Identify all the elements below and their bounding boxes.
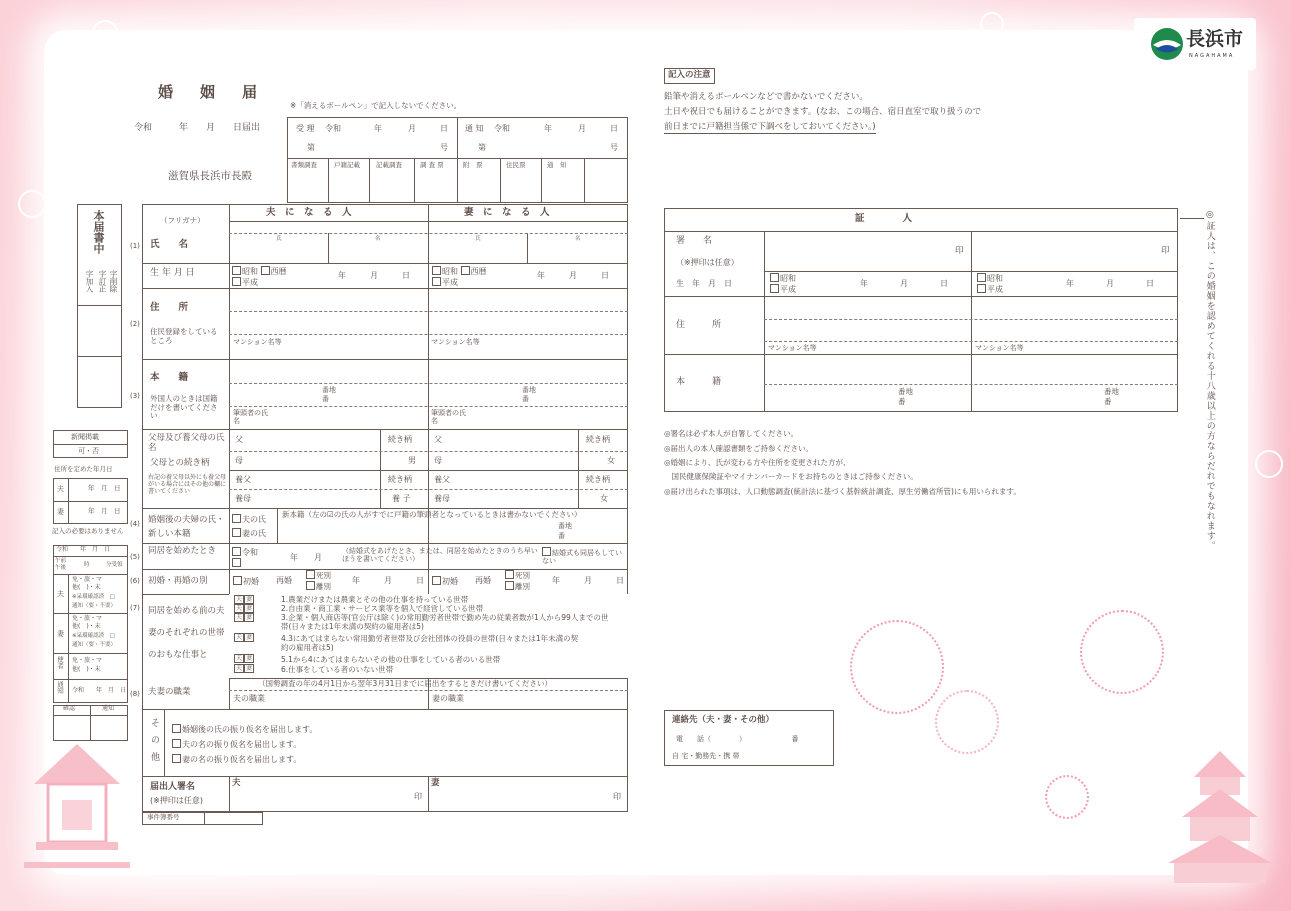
- shi-h: 氏: [276, 236, 282, 242]
- receipt-day: 日: [440, 124, 448, 133]
- side-h: 夫: [57, 590, 64, 598]
- side-note: 免・旅・マ: [72, 576, 103, 583]
- work-check: 夫 妻: [236, 605, 253, 612]
- work-check: 夫 妻: [236, 665, 253, 672]
- work-check: 夫 妻: [236, 596, 253, 603]
- notice-gou: 号: [610, 143, 618, 152]
- cohabit-era: 令和: [232, 547, 258, 557]
- witness-honseki: 本 籍: [676, 377, 722, 387]
- arrow-line: [1180, 218, 1204, 219]
- wife-head: 妻 に な る 人: [464, 207, 550, 218]
- witness-mansion2: マンション名等: [975, 344, 1024, 352]
- parents-label: 父母及び養父母の氏名: [148, 433, 225, 453]
- job-w: 妻の職業: [432, 694, 464, 703]
- zoku-w2: 続き柄: [586, 475, 610, 484]
- receipt-label: 受 理: [296, 124, 315, 133]
- shrine-illustration: [20, 740, 135, 890]
- num: (8): [130, 690, 140, 698]
- num: (5): [130, 553, 140, 561]
- notice-dai: 第: [478, 143, 486, 152]
- furigana-label: （フリガナ）: [160, 216, 205, 225]
- seal-w: 印: [613, 792, 621, 801]
- witness-seal1: 印: [955, 246, 964, 256]
- work-item: 6.仕事をしている者のいない世帯: [281, 665, 394, 674]
- notice-month: 月: [578, 124, 586, 133]
- cohabit-ym: 年 月: [290, 553, 322, 562]
- side-am: 午前: [55, 558, 67, 564]
- logo-sub: NAGAHAMA: [1189, 53, 1235, 59]
- birth-era-h: 昭和 西暦: [232, 266, 287, 276]
- num: (1): [130, 242, 140, 250]
- signer-w: 妻: [431, 778, 440, 788]
- contact-tel: 電 話（ ） 番: [676, 735, 799, 743]
- parents-note: 右記の養父母以外にも養父母がいる場合にはその他の欄に書いてください: [148, 474, 227, 495]
- work-check: 夫 妻: [236, 614, 253, 621]
- side-shisha: 使者: [56, 656, 64, 669]
- change-label: 字加入: [85, 270, 94, 293]
- onna: 女: [607, 456, 615, 465]
- birth-ymd-h: 年 月 日: [338, 271, 410, 280]
- witness-ban2: 番: [1104, 397, 1112, 406]
- marriage-ymd-h: 年 月 日: [352, 576, 424, 585]
- office-cell: 附 票: [463, 161, 483, 169]
- side-note: 通知（要・不要）: [72, 603, 117, 609]
- side-note: 免・旅・マ: [72, 615, 103, 622]
- other-item[interactable]: 夫の名の振り仮名を届出します。: [172, 739, 301, 749]
- logo-name: 長浜市: [1186, 28, 1244, 50]
- zoku-h: 続き柄: [388, 435, 412, 444]
- office-cell: 戸籍記載: [334, 161, 360, 169]
- death-h[interactable]: 死別: [306, 570, 331, 581]
- receipt-reiwa: 令和: [325, 124, 341, 133]
- witness-era1b: 平成: [770, 284, 796, 294]
- address-label: 住 所: [150, 302, 189, 313]
- witness-sign-note: （※押印は任意）: [676, 258, 739, 267]
- side-reiwa: 令和 年 月 日: [56, 546, 111, 553]
- mother-w: 母: [434, 456, 442, 465]
- other-item[interactable]: 妻の名の振り仮名を届出します。: [172, 754, 301, 764]
- num: (6): [130, 577, 140, 585]
- first-marriage-w[interactable]: 初婚: [432, 576, 458, 586]
- yobo-h: 養母: [235, 494, 251, 503]
- side-kakunin: 確認: [63, 705, 76, 712]
- husband-head: 夫 に な る 人: [266, 207, 352, 218]
- new-ban: 番: [558, 532, 565, 540]
- father-h: 父: [235, 435, 243, 444]
- newspaper-kahi: 可・否: [78, 447, 99, 455]
- addr-w-date: 年 月 日: [88, 507, 121, 515]
- surname-wife-checkbox[interactable]: 妻の氏: [232, 528, 266, 538]
- office-cell: 調 査 票: [420, 161, 444, 169]
- signer-note: (※押印は任意): [150, 796, 203, 805]
- banchi-h: 番地: [322, 386, 336, 394]
- witness-banchi1: 番地: [898, 387, 913, 396]
- signer-h: 夫: [232, 778, 241, 788]
- marriage-ymd-w: 年 月 日: [552, 576, 624, 585]
- onna2: 女: [600, 494, 608, 503]
- witness-era2: 昭和: [977, 273, 1003, 283]
- side-tsuchi-date: 令和 年 月 日: [72, 687, 127, 694]
- witness-side-note: ◎証人は、この婚姻を認めてくれる十八歳以上の方ならだれでもなれます。: [1204, 210, 1215, 551]
- signer-label: 届出人署名: [150, 782, 196, 792]
- second-w: 再婚: [475, 576, 491, 585]
- marriage-label: 初婚・再婚の別: [148, 576, 208, 586]
- honseki-label: 本 籍: [150, 372, 189, 383]
- job-label: 夫妻の職業: [148, 687, 191, 697]
- witness-era1: 昭和: [770, 273, 796, 283]
- receipt-dai: 第: [307, 143, 315, 152]
- surname-label: 婚姻後の夫婦の氏・新しい本籍: [148, 515, 225, 539]
- seal-h: 印: [414, 792, 422, 801]
- office-cell: 通 知: [547, 161, 567, 169]
- work-item: 5.1から4にあてはまらないその他の仕事をしている者のいる世帯: [281, 655, 501, 664]
- cohabit-note: （結婚式をあげたとき、または、同居を始めたときのうち早いほうを書いてください）: [342, 547, 538, 564]
- birth-era-w2: 平成: [432, 277, 458, 287]
- nagahama-logo-icon: [1150, 27, 1184, 61]
- address-note: 住民登録をしているところ: [150, 327, 218, 345]
- yoshi-h: 養 子: [392, 494, 411, 503]
- witness-title: 証 人: [855, 213, 913, 224]
- side-w: 妻: [57, 630, 64, 638]
- work-item: 2.自由業・商工業・サービス業等を個人で経営している世帯: [281, 604, 484, 613]
- birth-era-h2: 平成: [232, 277, 258, 287]
- bullet: ◎婚姻により、氏が変わる方や住所を変更された方が、: [664, 458, 851, 467]
- castle-illustration: [1160, 745, 1280, 885]
- witness-table: [664, 208, 1178, 412]
- notice-reiwa: 令和: [494, 124, 510, 133]
- side-note: 免・旅・マ: [72, 657, 103, 664]
- hittou-h: 筆頭者の氏名: [233, 409, 268, 426]
- honseki-note: 外国人のときは国籍だけを書いてください: [150, 394, 218, 421]
- note-line: 土日や祝日でも届けることができます。(なお、この場合、宿日直室で取り扱うので: [664, 107, 982, 117]
- work-item: 4.3にあてはまらない常用勤労者世帯及び会社団体の役員の世帯(日々または1年未満の契約の雇用者は5): [281, 634, 579, 652]
- birth-era-w: 昭和 西暦: [432, 266, 487, 276]
- copy-label: 本届書中: [92, 210, 105, 254]
- witness-mansion1: マンション名等: [768, 344, 817, 352]
- ban-h: 番: [322, 395, 329, 403]
- addr-h: 夫: [57, 485, 64, 493]
- receipt-gou: 号: [440, 143, 448, 152]
- mansion-w: マンション名等: [431, 338, 480, 346]
- surname-husband-checkbox[interactable]: 夫の氏: [232, 514, 266, 524]
- zoku-w: 続き柄: [586, 435, 610, 444]
- office-cell: 書類調査: [291, 161, 317, 169]
- shi-w: 氏: [475, 236, 481, 242]
- work-item: 1.農業だけまたは農業とその他の仕事を持っている世帯: [281, 595, 469, 604]
- witness-sign: 署 名: [676, 236, 713, 246]
- mansion-h: マンション名等: [233, 338, 282, 346]
- work-check: 夫 妻: [236, 655, 253, 662]
- side-tsuchi: 通知: [56, 681, 64, 694]
- notice-label: 通 知: [465, 124, 484, 133]
- cohabit-era2: [232, 558, 242, 568]
- side-note: 他( )・未: [72, 666, 101, 673]
- new-banchi: 番地: [558, 522, 572, 530]
- addr-h-date: 年 月 日: [88, 484, 121, 492]
- mei-h: 名: [375, 236, 381, 242]
- zoku-h2: 続き柄: [388, 475, 412, 484]
- no-need-note: 記入の必要はありません: [52, 527, 124, 535]
- bullet: ◎届出人の本人確認書類をご持参ください。: [664, 444, 814, 453]
- office-cell: 住民票: [506, 161, 526, 169]
- addressee: 滋賀県長浜市長殿: [168, 170, 252, 182]
- witness-era2b: 平成: [977, 284, 1003, 294]
- side-note: 他( )・未: [72, 623, 101, 630]
- notes-head: 記入の注意: [664, 68, 715, 84]
- cohabit-label: 同居を始めたとき: [148, 546, 217, 556]
- bullet: ◎署名は必ず本人が自署してください。: [664, 429, 799, 438]
- hittou-w: 筆頭者の氏名: [431, 409, 466, 426]
- work-check: 夫 妻: [236, 634, 253, 641]
- change-label: 字削除: [109, 270, 118, 293]
- new-honseki-label: 新本籍（左の☑の氏の人がすでに戸籍の筆頭者となっているときは書かないでください）: [282, 510, 582, 519]
- receipt-year: 年: [374, 124, 382, 133]
- witness-ymd1: 年 月 日: [860, 279, 948, 288]
- name-label: 氏 名: [150, 239, 189, 250]
- parents-label2: 父母との続き柄: [150, 458, 210, 468]
- form-title: 婚 姻 届: [158, 83, 264, 101]
- birth-label: 生 年 月 日: [150, 268, 195, 278]
- first-marriage-h[interactable]: 初婚: [233, 576, 259, 586]
- father-w: 父: [434, 435, 442, 444]
- side-tsuchi2: 通知: [102, 705, 115, 712]
- ban-w: 番: [522, 395, 529, 403]
- divorce-h[interactable]: 離別: [306, 581, 331, 592]
- newspaper-label: 新聞掲載: [71, 433, 99, 441]
- other-item[interactable]: 婚姻後の氏の振り仮名を届出します。: [172, 724, 317, 734]
- witness-ymd2: 年 月 日: [1066, 279, 1154, 288]
- mother-h: 母: [235, 456, 243, 465]
- receipt-month: 月: [408, 124, 416, 133]
- side-note: 通知（要・不要）: [72, 642, 117, 648]
- logo-box: [1134, 18, 1256, 70]
- note-line: 鉛筆や消えるボールペンなどで書かないでください。: [664, 92, 868, 102]
- second-h: 再婚: [276, 576, 292, 585]
- pen-caution: ※「消えるボールペン」で記入しないでください。: [290, 101, 462, 110]
- contact-kind: 自 宅・勤務先・携 帯: [672, 752, 740, 760]
- banchi-w: 番地: [522, 386, 536, 394]
- witness-birth: 生 年 月 日: [676, 279, 732, 288]
- witness-ban1: 番: [898, 397, 906, 406]
- yobo-w: 養母: [434, 494, 450, 503]
- case-no-label: 事件簿番号: [147, 813, 180, 821]
- contact-title: 連絡先（夫・妻・その他）: [672, 715, 775, 725]
- num: (7): [130, 604, 140, 612]
- change-label: 字訂正: [98, 270, 107, 293]
- num: (3): [130, 392, 140, 400]
- job-h: 夫の職業: [233, 694, 265, 703]
- notice-day: 日: [610, 124, 618, 133]
- submission-date: 令和 年 月 日届出: [134, 123, 261, 133]
- birth-ymd-w: 年 月 日: [537, 271, 609, 280]
- yofu-w: 養父: [434, 475, 450, 484]
- mei-w: 名: [575, 236, 581, 242]
- side-ji: 時: [84, 562, 90, 568]
- bullet: 国民健康保険証やマイナンバーカードをお持ちのときはご持参ください。: [664, 472, 918, 481]
- note-line: 前日までに戸籍担当係で下調べをしておいてください。): [664, 122, 876, 132]
- num: (4): [130, 520, 140, 528]
- bullet: ◎届け出られた事項は、人口動態調査(統計法に基づく基幹統計調査、厚生労働省所管)にも用いられます。: [664, 487, 1021, 496]
- otoko: 男: [408, 456, 416, 465]
- side-pm: 午後: [55, 565, 67, 571]
- num: (2): [130, 320, 140, 328]
- death-w[interactable]: 死別: [505, 570, 530, 581]
- witness-seal2: 印: [1161, 246, 1170, 256]
- side-note: 他( )・未: [72, 584, 101, 591]
- address-date-label: 住所を定めた年月日: [54, 465, 113, 473]
- side-note: ※呆環確認済 □: [72, 594, 115, 600]
- witness-address: 住 所: [676, 320, 722, 330]
- side-note: ※呆環確認済 □: [72, 633, 115, 639]
- side-fun: 分受領: [106, 562, 123, 568]
- notice-year: 年: [544, 124, 552, 133]
- census-note: （国勢調査の年の4月1日から翌年3月31日までに届出をするときだけ書いてください）: [258, 679, 552, 688]
- divorce-w[interactable]: 離別: [505, 581, 530, 592]
- witness-banchi2: 番地: [1104, 387, 1119, 396]
- no-ceremony-checkbox[interactable]: 結婚式も同居もしていない: [542, 549, 622, 566]
- other-label: その他: [149, 718, 159, 769]
- office-cell: 記載調査: [376, 161, 402, 169]
- work-item: 3.企業・個人商店等(官公庁は除く)の常用勤労者世帯で勤め先の従業者数が1人から99人までの世帯(日々または1年未満の契約の雇用者は5): [281, 613, 609, 631]
- yofu-h: 養父: [235, 475, 251, 484]
- addr-w: 妻: [57, 508, 64, 516]
- work-label: 同居を始める前の夫妻のそれぞれの世帯のおもな仕事と: [148, 606, 225, 661]
